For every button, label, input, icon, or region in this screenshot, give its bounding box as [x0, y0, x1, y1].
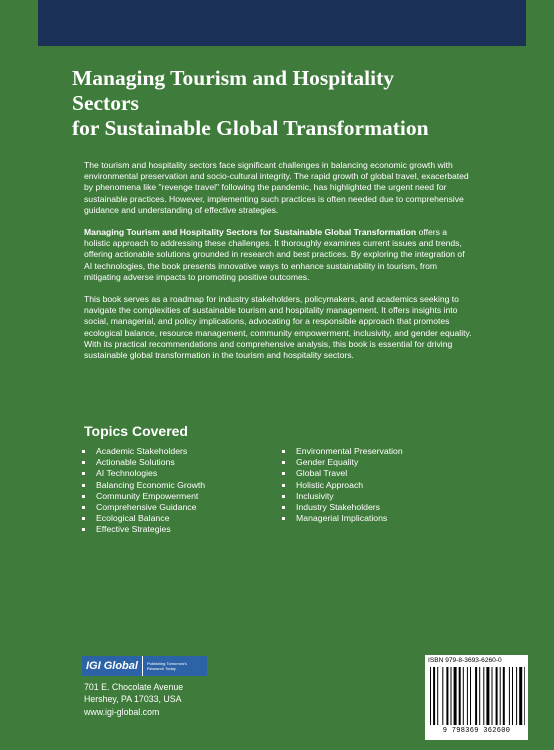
topic-item: Environmental Preservation [282, 446, 403, 457]
topic-item: Balancing Economic Growth [82, 480, 205, 491]
topics-list-column-1 [82, 446, 205, 536]
topic-item: Global Travel [282, 468, 403, 479]
address-street: 701 E. Chocolate Avenue [84, 682, 184, 692]
barcode-icon [428, 667, 525, 727]
topic-item: Inclusivity [282, 491, 403, 502]
book-title [72, 66, 512, 141]
topic-item: Gender Equality [282, 457, 403, 468]
topic-item: Effective Strategies [82, 524, 205, 535]
isbn-barcode-box [425, 655, 528, 740]
publisher-logo-mark: IGI Global [82, 656, 142, 676]
description-paragraph-2-text: offers a holistic approach to addressing these challenges. It thoroughly examines current issues and trends, offering actionable solutions grounded in research and best practices. By exploring the integration of AI technologies, the book presents innovative ways to enhance sustainability in tourism, from mitigating adverse impacts to promoting positive outcomes. [84, 227, 465, 282]
title-line-2: Sectors [72, 91, 139, 115]
topic-item: Managerial Implications [282, 513, 403, 524]
description-bold-title: Managing Tourism and Hospitality Sectors for Sustainable Global Transformation [84, 227, 417, 238]
topic-item: Academic Stakeholders [82, 446, 205, 457]
topics-list-column-2 [282, 446, 403, 524]
publisher-tagline-line: Publishing Tomorrow's Research Today [146, 661, 187, 671]
topic-item: Ecological Balance [82, 513, 205, 524]
topic-item: Holistic Approach [282, 480, 403, 491]
title-line-3: for Sustainable Global Transformation [72, 116, 429, 140]
book-description [84, 160, 474, 372]
topic-item: AI Technologies [82, 468, 205, 479]
top-color-band [38, 0, 526, 46]
topics-heading: Topics Covered [84, 423, 188, 439]
description-paragraph-2 [84, 227, 474, 283]
topic-item: Comprehensive Guidance [82, 502, 205, 513]
publisher-website: www.igi-global.com [84, 706, 160, 717]
description-paragraph-3: This book serves as a roadmap for industry stakeholders, policymakers, and academics seeking to navigate the complexities of sustainable tourism and hospitality management. It offers insights into social, managerial, and policy implications, advocating for a responsible approach that promotes ecological balance, resource management, community empowerment, inclusivity, and gender equality. With its practical recommendations and comprehensive analysis, this book is essential for driving sustainable global transformation in the tourism and hospitality sectors. [84, 294, 472, 361]
publisher-address [84, 681, 183, 718]
isbn-label: ISBN 979-8-3693-6260-0 [428, 657, 502, 664]
description-paragraph-1: The tourism and hospitality sectors face significant challenges in balancing economic growth with environmental preservation and socio-cultural integrity. The rapid growth of global travel, exacerbated by phenomena like "revenge travel" following the pandemic, has highlighted the urgent need for sustainable practices. However, implementing such practices is often needed due to comprehensive guidance and understanding of effective strategies. [84, 160, 469, 215]
topic-item: Industry Stakeholders [282, 502, 403, 513]
address-city: Hershey, PA 17033, USA [84, 694, 182, 705]
publisher-logo-tagline [142, 656, 207, 676]
topic-item: Actionable Solutions [82, 457, 205, 468]
barcode-digits: 9 798369 362600 [442, 727, 511, 735]
title-line-1: Managing Tourism and Hospitality [72, 66, 394, 90]
topic-item: Community Empowerment [82, 491, 205, 502]
publisher-logo [82, 656, 207, 676]
